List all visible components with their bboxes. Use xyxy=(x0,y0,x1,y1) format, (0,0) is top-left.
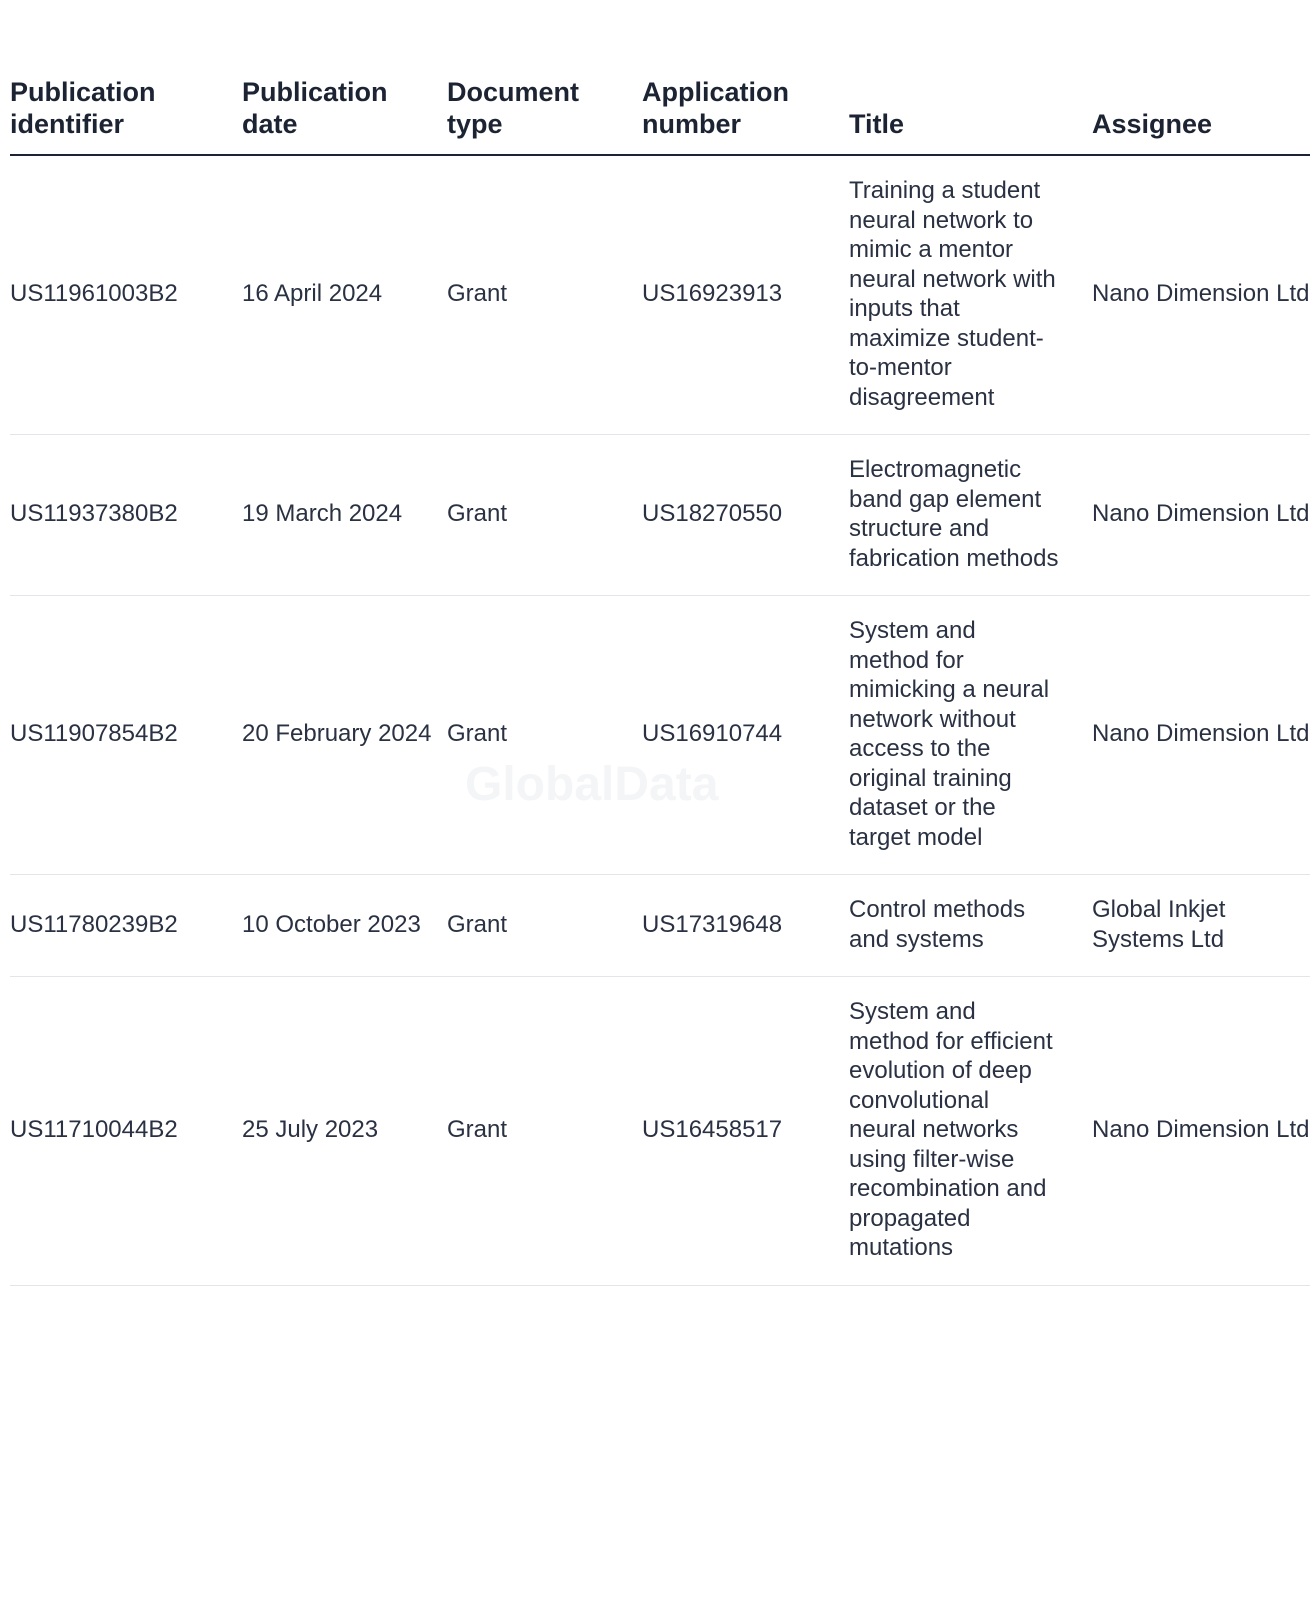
patent-table xyxy=(10,70,1310,1286)
application-number-cell: US16910744 xyxy=(642,596,849,875)
document-type-cell: Grant xyxy=(447,596,642,875)
title-cell: System and method for efficient evolution of deep convolutional neural networks using filter-wise recombination and propagated mutations xyxy=(849,977,1092,1286)
table-row xyxy=(10,977,1310,1286)
publication-identifier-cell: US11710044B2 xyxy=(10,977,242,1286)
title-cell: Control methods and systems xyxy=(849,875,1092,977)
application-number-cell: US16923913 xyxy=(642,155,849,435)
title-cell: System and method for mimicking a neural network without access to the original training dataset or the target model xyxy=(849,596,1092,875)
header-document-type: Document type xyxy=(447,70,642,155)
publication-date-cell: 16 April 2024 xyxy=(242,155,447,435)
application-number-cell: US17319648 xyxy=(642,875,849,977)
assignee-cell: Nano Dimension Ltd xyxy=(1092,155,1310,435)
document-type-cell: Grant xyxy=(447,875,642,977)
assignee-cell: Nano Dimension Ltd xyxy=(1092,977,1310,1286)
assignee-cell: Nano Dimension Ltd xyxy=(1092,435,1310,596)
header-assignee: Assignee xyxy=(1092,70,1310,155)
title-cell: Training a student neural network to mimic a mentor neural network with inputs that maximize student-to-mentor disagreement xyxy=(849,155,1092,435)
publication-date-cell: 10 October 2023 xyxy=(242,875,447,977)
application-number-cell: US16458517 xyxy=(642,977,849,1286)
application-number-cell: US18270550 xyxy=(642,435,849,596)
header-application-number: Application number xyxy=(642,70,849,155)
publication-identifier-cell: US11780239B2 xyxy=(10,875,242,977)
document-type-cell: Grant xyxy=(447,435,642,596)
document-type-cell: Grant xyxy=(447,155,642,435)
publication-identifier-cell: US11961003B2 xyxy=(10,155,242,435)
table-row xyxy=(10,875,1310,977)
header-title: Title xyxy=(849,70,1092,155)
publication-date-cell: 19 March 2024 xyxy=(242,435,447,596)
publication-date-cell: 20 February 2024 xyxy=(242,596,447,875)
document-type-cell: Grant xyxy=(447,977,642,1286)
table-row xyxy=(10,435,1310,596)
table-row xyxy=(10,596,1310,875)
publication-date-cell: 25 July 2023 xyxy=(242,977,447,1286)
header-publication-identifier: Publication identifier xyxy=(10,70,242,155)
assignee-cell: Global Inkjet Systems Ltd xyxy=(1092,875,1310,977)
patent-table-container xyxy=(10,70,1310,1286)
title-cell: Electromagnetic band gap element structure and fabrication methods xyxy=(849,435,1092,596)
publication-identifier-cell: US11907854B2 xyxy=(10,596,242,875)
publication-identifier-cell: US11937380B2 xyxy=(10,435,242,596)
globaldata-watermark: GlobalData xyxy=(465,758,719,811)
assignee-cell: Nano Dimension Ltd xyxy=(1092,596,1310,875)
header-publication-date: Publication date xyxy=(242,70,447,155)
table-row xyxy=(10,155,1310,435)
table-header-row xyxy=(10,70,1310,155)
